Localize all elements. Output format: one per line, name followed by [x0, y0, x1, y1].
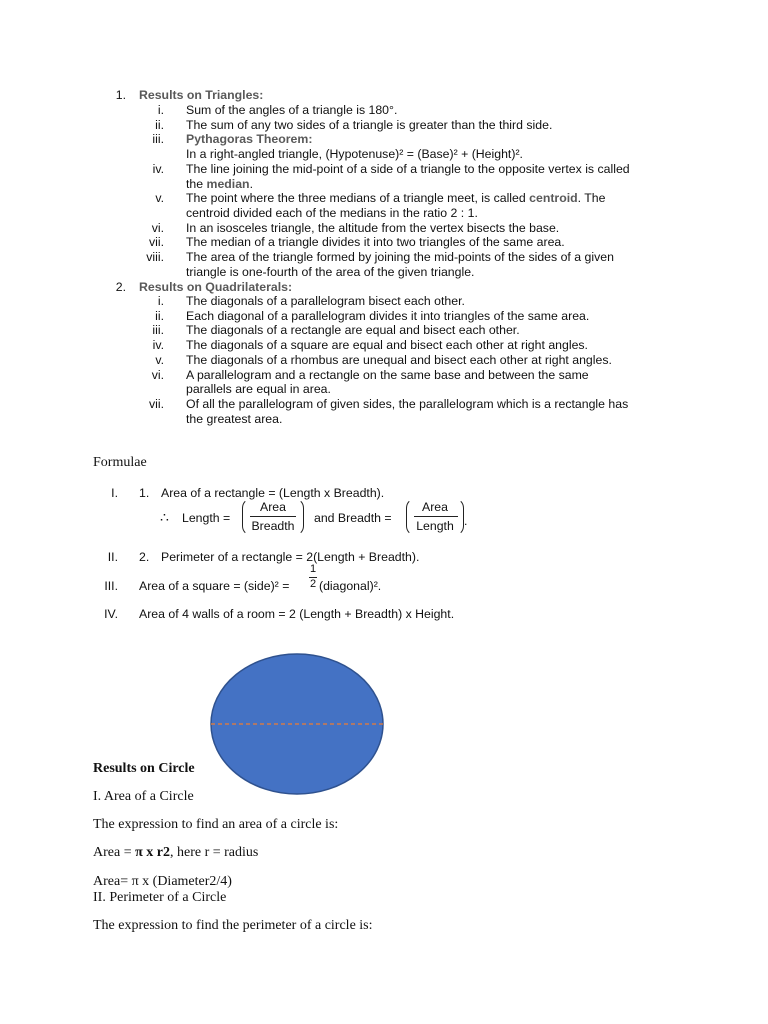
list-item-continuation: the median. — [186, 177, 253, 191]
list-item-continuation: triangle is one-fourth of the area of the given triangle. — [186, 265, 475, 279]
list-item-continuation: parallels are equal in area. — [186, 382, 331, 396]
list-item-number: iii. — [152, 132, 164, 146]
triangles-number: 1. — [115, 88, 126, 102]
fraction-bar — [250, 516, 296, 517]
list-item: The median of a triangle divides it into two triangles of the same area. — [186, 235, 565, 249]
formula-roman-number: I. — [111, 486, 118, 500]
fraction-denominator: Length — [416, 519, 454, 533]
formula-number: 1. — [139, 486, 150, 500]
list-item-number: iv. — [152, 162, 164, 176]
fraction-numerator: Area — [422, 500, 448, 514]
list-item-number: viii. — [146, 250, 164, 264]
list-item-number: i. — [157, 294, 164, 308]
list-item: The diagonals of a square are equal and bisect each other at right angles. — [186, 338, 588, 352]
area-formula: Area = π x r2, here r = radius — [93, 845, 259, 860]
list-item-number: vi. — [151, 221, 164, 235]
breadth-equals-label: and Breadth = — [314, 511, 392, 525]
list-item-number: v. — [155, 353, 164, 367]
formula-roman-number: III. — [104, 579, 118, 593]
square-area-formula: Area of a square = (side)² = — [139, 579, 290, 593]
quadrilaterals-number: 2. — [115, 280, 126, 294]
formula-roman-number: II. — [107, 550, 118, 564]
list-item-number: vi. — [151, 368, 164, 382]
formula-end-period: . — [464, 514, 468, 528]
list-item-number: iii. — [152, 323, 164, 337]
formula-roman-number: IV. — [104, 607, 118, 621]
list-item: Of all the parallelogram of given sides, the parallelogram which is a rectangle has — [186, 397, 629, 411]
fraction-numerator: Area — [260, 500, 286, 514]
fraction-denominator: Breadth — [251, 519, 295, 533]
list-item-number: iv. — [152, 338, 164, 352]
list-item-continuation: the greatest area. — [186, 412, 283, 426]
centroid-term: centroid — [529, 191, 578, 205]
formulae-heading: Formulae — [93, 455, 147, 470]
list-item: The area of the triangle formed by joining the mid-points of the sides of a given — [186, 250, 614, 264]
list-item: The line joining the mid-point of a side of a triangle to the opposite vertex is called — [186, 162, 630, 176]
area-subheading: I. Area of a Circle — [93, 789, 194, 804]
list-item-number: ii. — [155, 118, 164, 132]
area-intro: The expression to find an area of a circle is: — [93, 817, 339, 832]
fraction-bar — [414, 516, 458, 517]
area-formula-diameter: Area= π x (Diameter2/4) — [93, 874, 232, 889]
formula-number: 2. — [139, 550, 150, 564]
list-item-number: vii. — [148, 397, 164, 411]
circle-heading: Results on Circle — [93, 761, 195, 776]
list-item: The diagonals of a parallelogram bisect each other. — [186, 294, 465, 308]
list-item-number: ii. — [155, 309, 164, 323]
walls-area-formula: Area of 4 walls of a room = 2 (Length + Breadth) x Height. — [139, 607, 455, 621]
median-term: median — [206, 177, 250, 191]
list-item: The point where the three medians of a triangle meet, is called centroid. The — [186, 191, 606, 205]
square-area-formula-tail: (diagonal)². — [319, 579, 382, 593]
length-equals-label: Length = — [182, 511, 231, 525]
half-numerator: 1 — [309, 563, 317, 575]
half-denominator: 2 — [309, 578, 317, 590]
list-item: In an isosceles triangle, the altitude from the vertex bisects the base. — [186, 221, 560, 235]
quadrilaterals-heading: Results on Quadrilaterals: — [139, 280, 293, 294]
circle-figure — [205, 648, 389, 800]
list-item: Each diagonal of a parallelogram divides it into triangles of the same area. — [186, 309, 590, 323]
perimeter-intro: The expression to find the perimeter of a circle is: — [93, 918, 373, 933]
list-item: The diagonals of a rectangle are equal and bisect each other. — [186, 323, 520, 337]
list-item: The sum of any two sides of a triangle is greater than the third side. — [186, 118, 553, 132]
list-item-number: vii. — [148, 235, 164, 249]
list-item: In a right-angled triangle, (Hypotenuse)² = (Base)² + (Height)². — [186, 147, 523, 161]
list-item-continuation: centroid divided each of the medians in the ratio 2 : 1. — [186, 206, 478, 220]
list-item-number: i. — [157, 103, 164, 117]
list-item: The diagonals of a rhombus are unequal and bisect each other at right angles. — [186, 353, 612, 367]
pythagoras-heading: Pythagoras Theorem: — [186, 132, 313, 146]
therefore-symbol: ∴ — [160, 509, 169, 525]
list-item-number: v. — [155, 191, 164, 205]
rectangle-perimeter-formula: Perimeter of a rectangle = 2(Length + Breadth). — [161, 550, 420, 564]
rectangle-area-formula: Area of a rectangle = (Length x Breadth). — [161, 486, 385, 500]
perimeter-subheading: II. Perimeter of a Circle — [93, 890, 227, 905]
triangles-heading: Results on Triangles: — [139, 88, 264, 102]
list-item: A parallelogram and a rectangle on the same base and between the same — [186, 368, 589, 382]
list-item: Sum of the angles of a triangle is 180°. — [186, 103, 398, 117]
